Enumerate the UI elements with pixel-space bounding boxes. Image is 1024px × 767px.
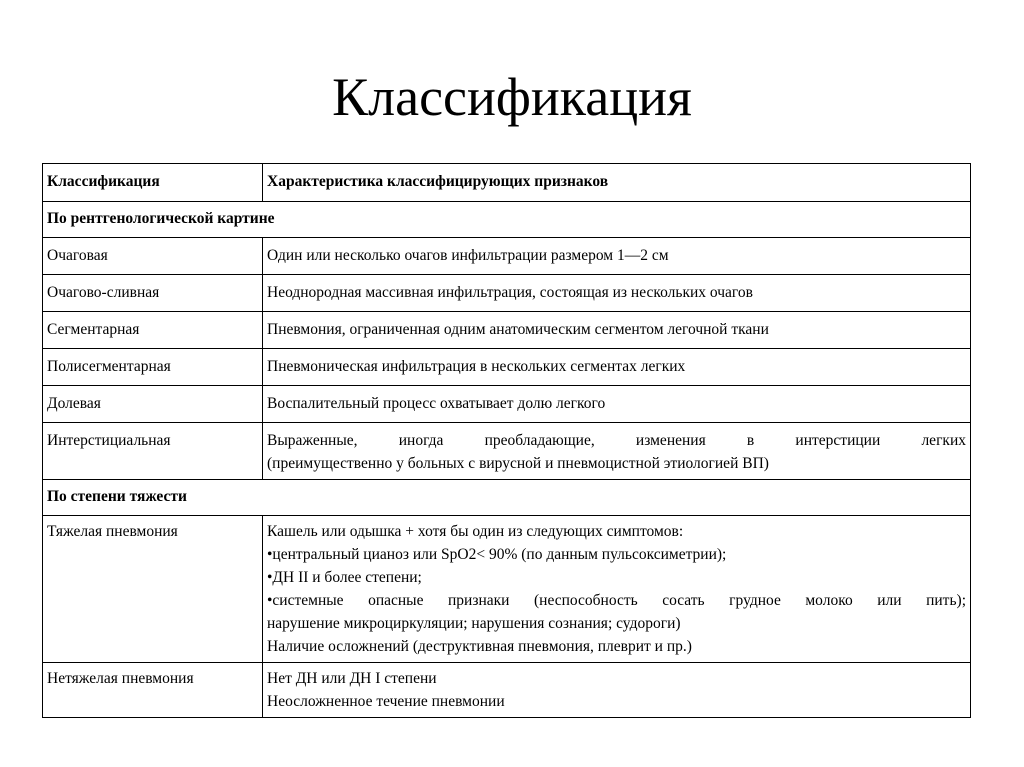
row-name: Очаговая (43, 238, 263, 275)
table-row (43, 349, 971, 386)
row-name: Нетяжелая пневмония (43, 663, 263, 718)
row-name: Тяжелая пневмония (43, 516, 263, 663)
row-name: Очагово-сливная (43, 275, 263, 312)
row-description (263, 423, 971, 480)
row-name: Интерстициальная (43, 423, 263, 480)
section-row-severity (43, 480, 971, 516)
table-row (43, 423, 971, 480)
row-name: Долевая (43, 386, 263, 423)
row-description (263, 663, 971, 718)
row-description: Воспалительный процесс охватывает долю легкого (263, 386, 971, 423)
header-cell-classification: Классификация (43, 164, 263, 202)
description-line: Наличие осложнений (деструктивная пневмония, плеврит и пр.) (267, 638, 692, 655)
table-row (43, 312, 971, 349)
section-row-xray (43, 202, 971, 238)
header-cell-characteristic: Характеристика классифицирующих признаков (263, 164, 971, 202)
row-description: Один или несколько очагов инфильтрации размером 1—2 см (263, 238, 971, 275)
row-description: Пневмоническая инфильтрация в нескольких сегментах легких (263, 349, 971, 386)
table-row (43, 238, 971, 275)
row-description: Пневмония, ограниченная одним анатомическим сегментом легочной ткани (263, 312, 971, 349)
table-header-row (43, 164, 971, 202)
table-row (43, 663, 971, 718)
page-title: Классификация (332, 67, 692, 127)
row-name: Сегментарная (43, 312, 263, 349)
row-description (263, 516, 971, 663)
description-line: Неосложненное течение пневмонии (267, 693, 505, 710)
row-name: Полисегментарная (43, 349, 263, 386)
classification-table (42, 163, 971, 718)
description-line: Выраженные, иногда преобладающие, изменения в интерстиции легких (267, 432, 966, 449)
description-line: Нет ДН или ДН I степени (267, 670, 437, 687)
description-line: •системные опасные признаки (неспособность сосать грудное молоко или пить); (267, 592, 966, 609)
description-line: Кашель или одышка + хотя бы один из следующих симптомов: (267, 523, 684, 540)
table-row (43, 516, 971, 663)
section-title-xray: По рентгенологической картине (43, 202, 971, 238)
description-line: •ДН II и более степени; (267, 569, 422, 586)
description-line: (преимущественно у больных с вирусной и пневмоцистной этиологией ВП) (267, 455, 769, 472)
description-line: •центральный цианоз или SpO2< 90% (по данным пульсоксиметрии); (267, 546, 727, 563)
table-row (43, 386, 971, 423)
section-title-severity: По степени тяжести (43, 480, 971, 516)
description-line: нарушение микроциркуляции; нарушения сознания; судороги) (267, 615, 681, 632)
table-row (43, 275, 971, 312)
row-description: Неоднородная массивная инфильтрация, состоящая из нескольких очагов (263, 275, 971, 312)
